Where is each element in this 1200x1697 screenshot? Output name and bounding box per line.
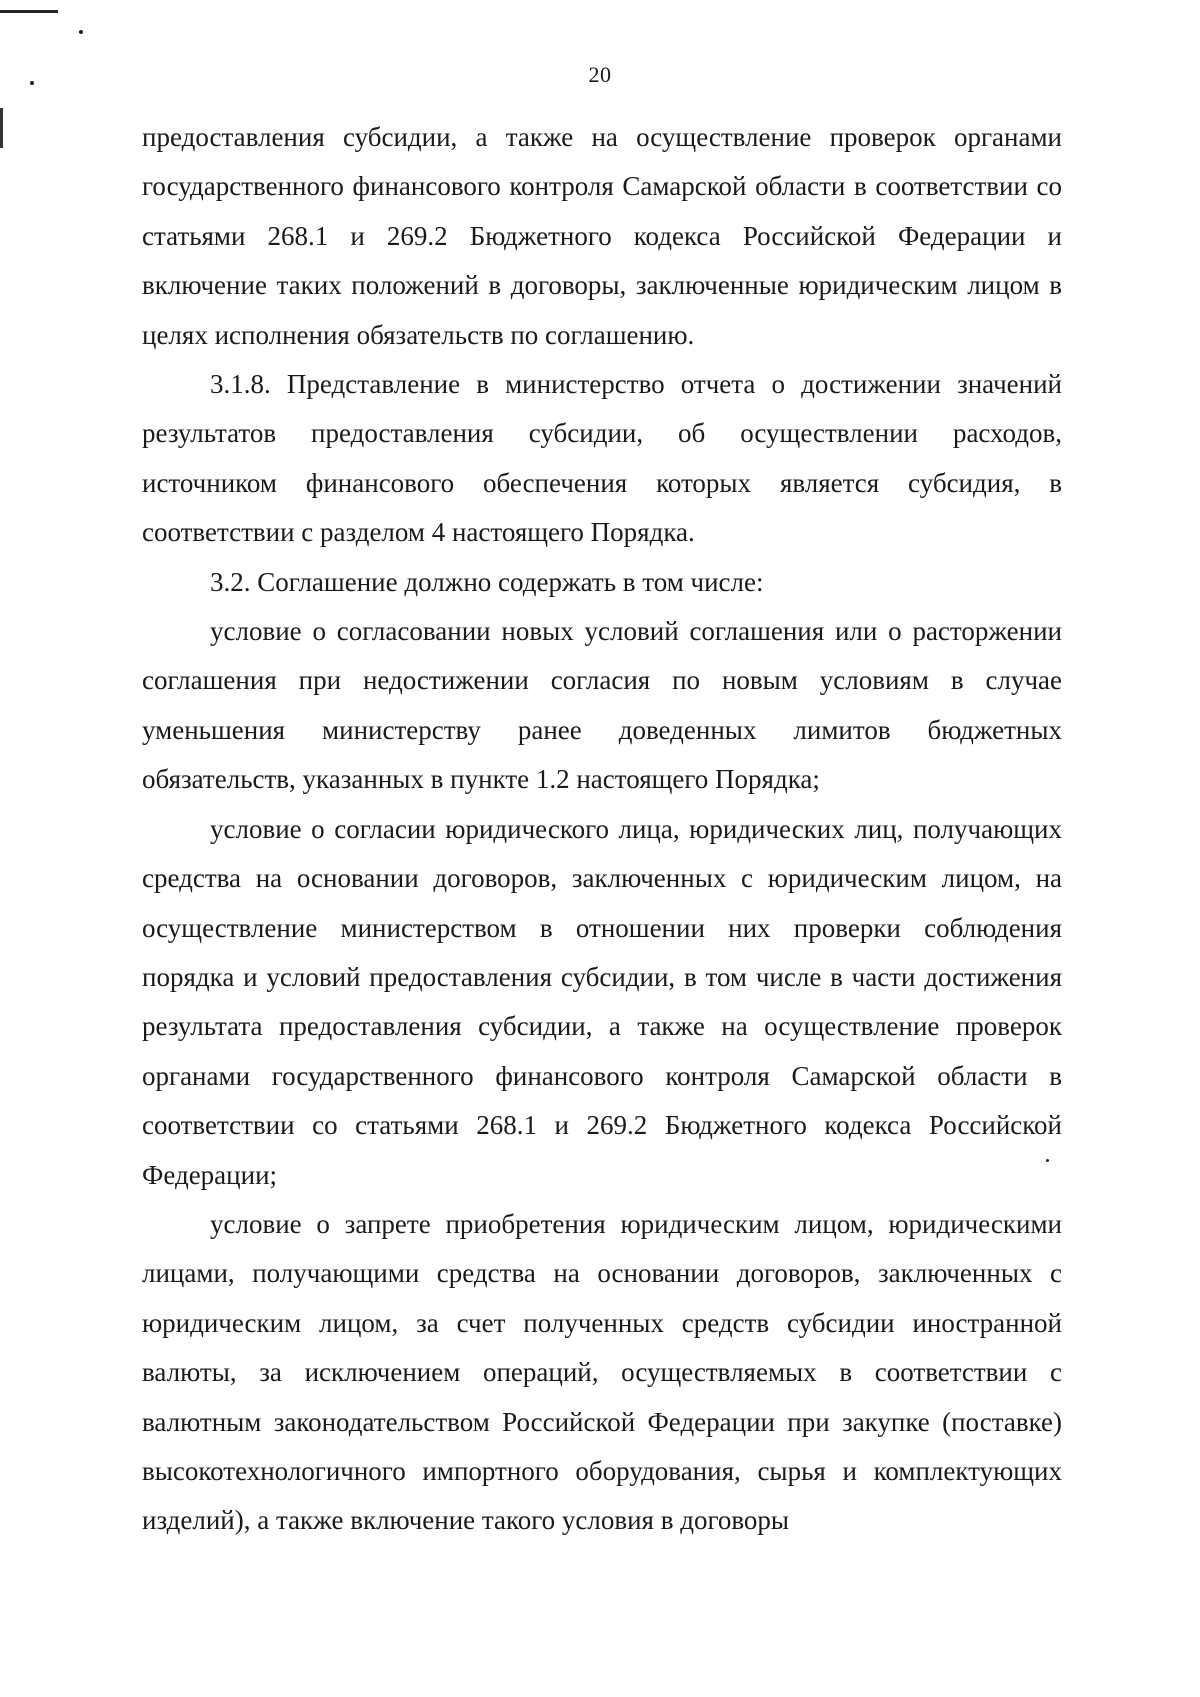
paragraph-condition-currency-prohibition: условие о запрете приобретения юридическим лицом, юридическими лицами, получающими средства на основании договоров, заключенных с юридическим лицом, за счет полученных средств субсидии иностранной валюты, за исключением операций, осуществляемых в соответствии с валютным законодательством Российской Федерации при закупке (поставке) высокотехнологичного импортного оборудования, сырья и комплектующих изделий), а также включение такого условия в договоры	[142, 1208, 1062, 1536]
paragraph-condition-agreement-renegotiation: условие о согласовании новых условий соглашения или о расторжении соглашения при недостижении согласия по новым условиям в случае уменьшения министерству ранее доведенных лимитов бюджетных обязательств, указанных в пункте 1.2 настоящего Порядка;	[142, 616, 1062, 795]
scan-edge-mark	[0, 108, 3, 148]
paragraph-continuation: предоставления субсидии, а также на осуществление проверок органами государственного финансового контроля Самарской области в соответствии со статьями 268.1 и 269.2 Бюджетного кодекса Российской Федерации и включение таких положений в договоры, заключенные юридическим лицом в целях исполнения обязательств по соглашению.	[142, 122, 1062, 350]
page-number: 20	[588, 62, 612, 87]
document-body	[142, 113, 1062, 1546]
paragraph-3-1-8: 3.1.8. Представление в министерство отчета о достижении значений результатов предоставления субсидии, об осуществлении расходов, источником финансового обеспечения которых является субсидия, в соответствии с разделом 4 настоящего Порядка.	[142, 369, 1062, 548]
scan-edge-mark	[0, 10, 58, 13]
paragraph-3-2: 3.2. Соглашение должно содержать в том числе:	[210, 566, 764, 597]
paragraph-condition-consent-to-audits: условие о согласии юридического лица, юридических лиц, получающих средства на основании договоров, заключенных с юридическим лицом, на осуществление министерством в отношении них проверки соблюдения порядка и условий предоставления субсидии, в том числе в части достижения результата предоставления субсидии, а также на осуществление проверок органами государственного финансового контроля Самарской области в соответствии со статьями 268.1 и 269.2 Бюджетного кодекса Российской Федерации;	[142, 813, 1062, 1190]
scan-speck	[79, 30, 83, 34]
